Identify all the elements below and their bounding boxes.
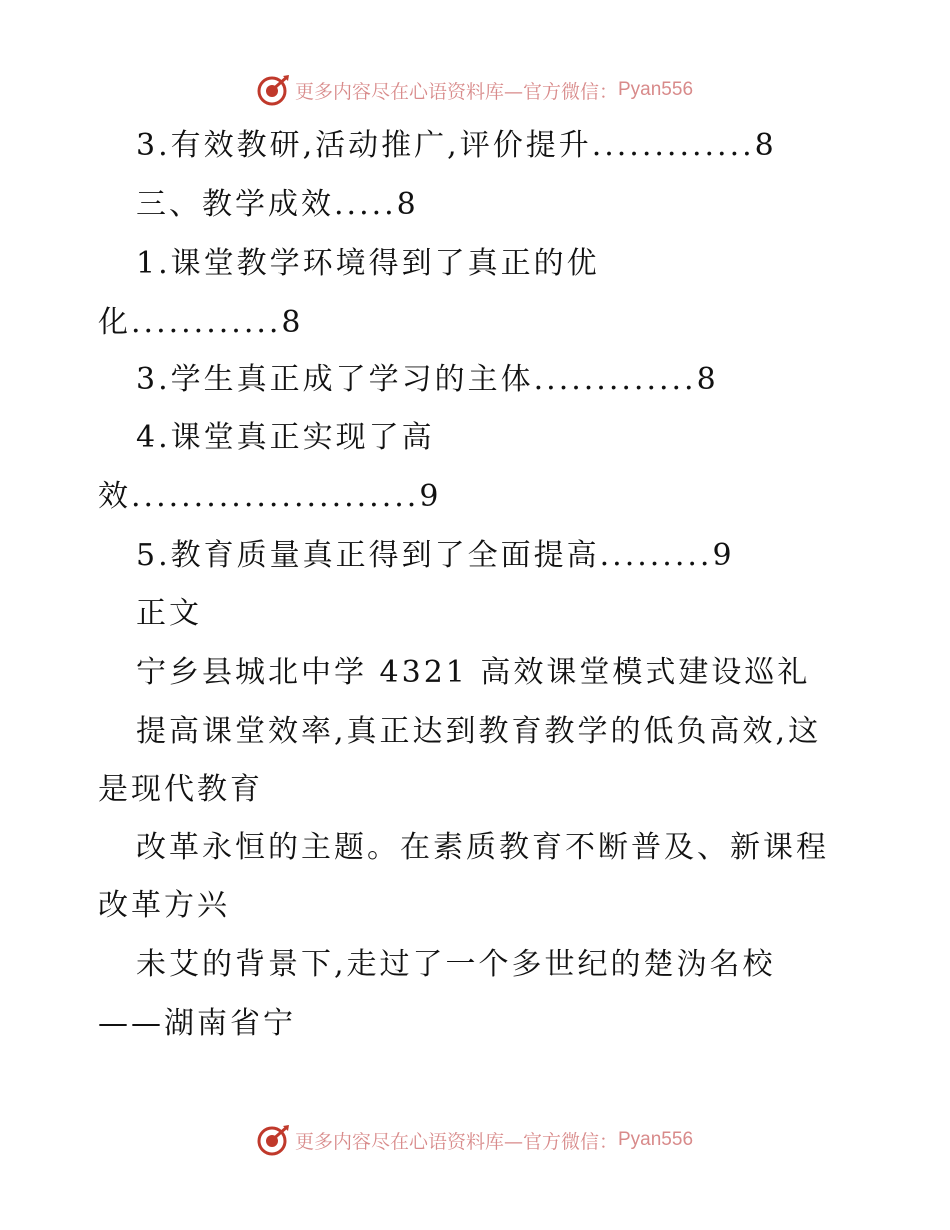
paragraph-line: 未艾的背景下,走过了一个多世纪的楚沩名校 [136,947,776,982]
toc-line: 效.......................9 [98,479,442,514]
banner-wechat-id: Pyan556 [618,1129,694,1150]
toc-line: 1.课堂教学环境得到了真正的优 [136,246,600,281]
paragraph-line: 提高课堂效率,真正达到教育教学的低负高效,这 [136,714,822,749]
logo-icon [257,1123,291,1157]
paragraph-line: 改革方兴 [98,888,230,923]
section-heading: 正文 [136,596,202,631]
toc-line: 三、教学成效.....8 [136,187,419,222]
footer-banner [0,1120,950,1160]
banner-text: 更多内容尽在心语资料库—官方微信： [294,1130,618,1153]
banner-wechat-id: Pyan556 [618,79,694,100]
toc-line: 化............8 [98,305,304,340]
paragraph-line: 是现代教育 [98,772,263,807]
article-title: 宁乡县城北中学 4321 高效课堂模式建设巡礼 [136,655,811,690]
toc-line: 3.有效教研,活动推广,评价提升.............8 [136,128,777,163]
toc-line: 5.教育质量真正得到了全面提高.........9 [136,538,735,573]
toc-line: 3.学生真正成了学习的主体.............8 [136,362,719,397]
paragraph-line: ——湖南省宁 [98,1006,296,1041]
paragraph-line: 改革永恒的主题。在素质教育不断普及、新课程 [136,830,829,865]
banner-text: 更多内容尽在心语资料库—官方微信： [294,80,618,103]
toc-line: 4.课堂真正实现了高 [136,420,435,455]
